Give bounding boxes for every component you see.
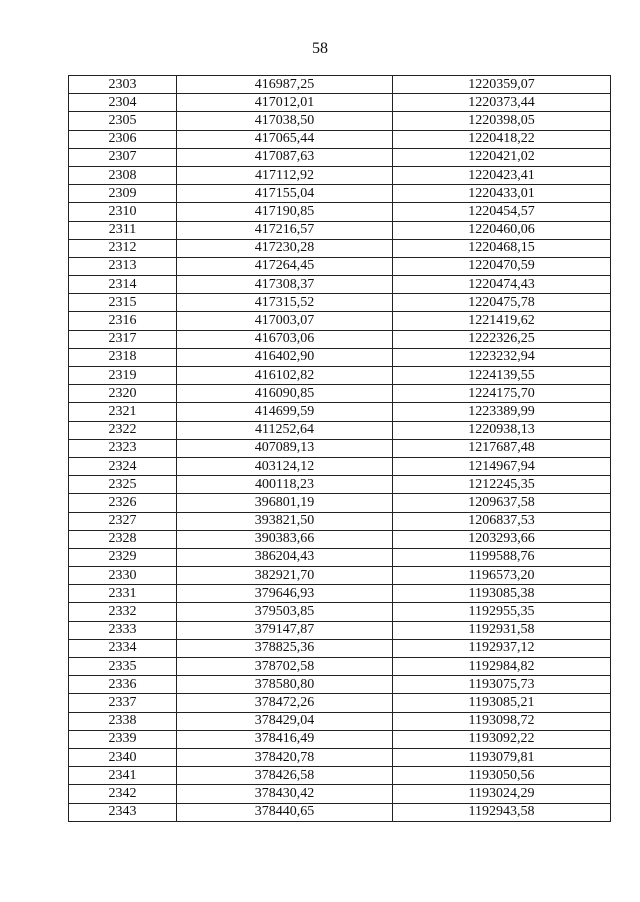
- x-coordinate-cell: 417065,44: [177, 130, 393, 148]
- x-coordinate-cell: 417155,04: [177, 185, 393, 203]
- table-row: [69, 548, 611, 566]
- point-number-cell: 2339: [69, 730, 177, 748]
- point-number-cell: 2318: [69, 348, 177, 366]
- y-coordinate-cell: 1224139,55: [393, 367, 611, 385]
- table-row: [69, 421, 611, 439]
- table-row: [69, 94, 611, 112]
- y-coordinate-cell: 1220423,41: [393, 166, 611, 184]
- coordinates-table-body: [69, 76, 611, 822]
- y-coordinate-cell: 1220460,06: [393, 221, 611, 239]
- x-coordinate-cell: 378702,58: [177, 658, 393, 676]
- y-coordinate-cell: 1217687,48: [393, 439, 611, 457]
- table-row: [69, 348, 611, 366]
- point-number-cell: 2311: [69, 221, 177, 239]
- y-coordinate-cell: 1220398,05: [393, 112, 611, 130]
- y-coordinate-cell: 1193085,21: [393, 694, 611, 712]
- y-coordinate-cell: 1192937,12: [393, 639, 611, 657]
- y-coordinate-cell: 1214967,94: [393, 457, 611, 475]
- y-coordinate-cell: 1223389,99: [393, 403, 611, 421]
- x-coordinate-cell: 414699,59: [177, 403, 393, 421]
- table-row: [69, 294, 611, 312]
- table-row: [69, 767, 611, 785]
- x-coordinate-cell: 400118,23: [177, 476, 393, 494]
- point-number-cell: 2319: [69, 367, 177, 385]
- coordinates-table: [68, 75, 611, 822]
- x-coordinate-cell: 378429,04: [177, 712, 393, 730]
- table-row: [69, 457, 611, 475]
- y-coordinate-cell: 1196573,20: [393, 567, 611, 585]
- y-coordinate-cell: 1193024,29: [393, 785, 611, 803]
- point-number-cell: 2336: [69, 676, 177, 694]
- point-number-cell: 2338: [69, 712, 177, 730]
- x-coordinate-cell: 416402,90: [177, 348, 393, 366]
- table-row: [69, 385, 611, 403]
- x-coordinate-cell: 379147,87: [177, 621, 393, 639]
- y-coordinate-cell: 1192984,82: [393, 658, 611, 676]
- x-coordinate-cell: 417038,50: [177, 112, 393, 130]
- point-number-cell: 2329: [69, 548, 177, 566]
- x-coordinate-cell: 378472,26: [177, 694, 393, 712]
- table-row: [69, 221, 611, 239]
- point-number-cell: 2317: [69, 330, 177, 348]
- y-coordinate-cell: 1193079,81: [393, 748, 611, 766]
- table-row: [69, 712, 611, 730]
- point-number-cell: 2341: [69, 767, 177, 785]
- point-number-cell: 2314: [69, 276, 177, 294]
- point-number-cell: 2334: [69, 639, 177, 657]
- x-coordinate-cell: 378416,49: [177, 730, 393, 748]
- y-coordinate-cell: 1193098,72: [393, 712, 611, 730]
- y-coordinate-cell: 1220470,59: [393, 257, 611, 275]
- table-row: [69, 603, 611, 621]
- y-coordinate-cell: 1220475,78: [393, 294, 611, 312]
- table-row: [69, 730, 611, 748]
- point-number-cell: 2322: [69, 421, 177, 439]
- y-coordinate-cell: 1220418,22: [393, 130, 611, 148]
- point-number-cell: 2312: [69, 239, 177, 257]
- table-row: [69, 439, 611, 457]
- x-coordinate-cell: 382921,70: [177, 567, 393, 585]
- point-number-cell: 2307: [69, 148, 177, 166]
- x-coordinate-cell: 417087,63: [177, 148, 393, 166]
- x-coordinate-cell: 378430,42: [177, 785, 393, 803]
- x-coordinate-cell: 393821,50: [177, 512, 393, 530]
- table-row: [69, 330, 611, 348]
- table-row: [69, 621, 611, 639]
- y-coordinate-cell: 1193092,22: [393, 730, 611, 748]
- point-number-cell: 2321: [69, 403, 177, 421]
- point-number-cell: 2340: [69, 748, 177, 766]
- table-row: [69, 312, 611, 330]
- x-coordinate-cell: 417112,92: [177, 166, 393, 184]
- y-coordinate-cell: 1223232,94: [393, 348, 611, 366]
- table-row: [69, 185, 611, 203]
- point-number-cell: 2332: [69, 603, 177, 621]
- y-coordinate-cell: 1193075,73: [393, 676, 611, 694]
- point-number-cell: 2324: [69, 457, 177, 475]
- x-coordinate-cell: 416987,25: [177, 76, 393, 94]
- y-coordinate-cell: 1192943,58: [393, 803, 611, 821]
- point-number-cell: 2315: [69, 294, 177, 312]
- y-coordinate-cell: 1192955,35: [393, 603, 611, 621]
- x-coordinate-cell: 378440,65: [177, 803, 393, 821]
- table-row: [69, 748, 611, 766]
- point-number-cell: 2333: [69, 621, 177, 639]
- point-number-cell: 2331: [69, 585, 177, 603]
- x-coordinate-cell: 417003,07: [177, 312, 393, 330]
- point-number-cell: 2328: [69, 530, 177, 548]
- x-coordinate-cell: 378825,36: [177, 639, 393, 657]
- x-coordinate-cell: 417315,52: [177, 294, 393, 312]
- x-coordinate-cell: 411252,64: [177, 421, 393, 439]
- point-number-cell: 2310: [69, 203, 177, 221]
- point-number-cell: 2305: [69, 112, 177, 130]
- table-row: [69, 585, 611, 603]
- table-row: [69, 476, 611, 494]
- y-coordinate-cell: 1193085,38: [393, 585, 611, 603]
- y-coordinate-cell: 1192931,58: [393, 621, 611, 639]
- table-row: [69, 803, 611, 821]
- table-row: [69, 658, 611, 676]
- table-row: [69, 112, 611, 130]
- point-number-cell: 2326: [69, 494, 177, 512]
- y-coordinate-cell: 1220433,01: [393, 185, 611, 203]
- table-row: [69, 676, 611, 694]
- y-coordinate-cell: 1221419,62: [393, 312, 611, 330]
- y-coordinate-cell: 1220359,07: [393, 76, 611, 94]
- x-coordinate-cell: 390383,66: [177, 530, 393, 548]
- page-number: 58: [312, 40, 328, 57]
- point-number-cell: 2323: [69, 439, 177, 457]
- y-coordinate-cell: 1224175,70: [393, 385, 611, 403]
- y-coordinate-cell: 1222326,25: [393, 330, 611, 348]
- table-row: [69, 76, 611, 94]
- table-row: [69, 130, 611, 148]
- x-coordinate-cell: 417012,01: [177, 94, 393, 112]
- table-row: [69, 567, 611, 585]
- x-coordinate-cell: 403124,12: [177, 457, 393, 475]
- x-coordinate-cell: 417264,45: [177, 257, 393, 275]
- x-coordinate-cell: 417308,37: [177, 276, 393, 294]
- x-coordinate-cell: 379646,93: [177, 585, 393, 603]
- point-number-cell: 2335: [69, 658, 177, 676]
- y-coordinate-cell: 1212245,35: [393, 476, 611, 494]
- table-row: [69, 403, 611, 421]
- x-coordinate-cell: 416102,82: [177, 367, 393, 385]
- point-number-cell: 2313: [69, 257, 177, 275]
- table-row: [69, 203, 611, 221]
- point-number-cell: 2342: [69, 785, 177, 803]
- x-coordinate-cell: 417230,28: [177, 239, 393, 257]
- point-number-cell: 2330: [69, 567, 177, 585]
- y-coordinate-cell: 1220454,57: [393, 203, 611, 221]
- table-row: [69, 166, 611, 184]
- point-number-cell: 2343: [69, 803, 177, 821]
- point-number-cell: 2327: [69, 512, 177, 530]
- x-coordinate-cell: 386204,43: [177, 548, 393, 566]
- point-number-cell: 2316: [69, 312, 177, 330]
- x-coordinate-cell: 417190,85: [177, 203, 393, 221]
- y-coordinate-cell: 1220421,02: [393, 148, 611, 166]
- point-number-cell: 2303: [69, 76, 177, 94]
- point-number-cell: 2309: [69, 185, 177, 203]
- point-number-cell: 2306: [69, 130, 177, 148]
- table-row: [69, 694, 611, 712]
- point-number-cell: 2308: [69, 166, 177, 184]
- x-coordinate-cell: 378420,78: [177, 748, 393, 766]
- point-number-cell: 2320: [69, 385, 177, 403]
- point-number-cell: 2337: [69, 694, 177, 712]
- x-coordinate-cell: 378426,58: [177, 767, 393, 785]
- point-number-cell: 2304: [69, 94, 177, 112]
- x-coordinate-cell: 416703,06: [177, 330, 393, 348]
- table-row: [69, 239, 611, 257]
- x-coordinate-cell: 378580,80: [177, 676, 393, 694]
- y-coordinate-cell: 1220938,13: [393, 421, 611, 439]
- x-coordinate-cell: 416090,85: [177, 385, 393, 403]
- x-coordinate-cell: 379503,85: [177, 603, 393, 621]
- table-row: [69, 512, 611, 530]
- table-row: [69, 367, 611, 385]
- table-row: [69, 494, 611, 512]
- y-coordinate-cell: 1193050,56: [393, 767, 611, 785]
- table-row: [69, 148, 611, 166]
- table-row: [69, 276, 611, 294]
- y-coordinate-cell: 1220373,44: [393, 94, 611, 112]
- y-coordinate-cell: 1206837,53: [393, 512, 611, 530]
- x-coordinate-cell: 417216,57: [177, 221, 393, 239]
- x-coordinate-cell: 396801,19: [177, 494, 393, 512]
- y-coordinate-cell: 1220474,43: [393, 276, 611, 294]
- x-coordinate-cell: 407089,13: [177, 439, 393, 457]
- y-coordinate-cell: 1209637,58: [393, 494, 611, 512]
- table-row: [69, 530, 611, 548]
- table-row: [69, 785, 611, 803]
- table-row: [69, 257, 611, 275]
- y-coordinate-cell: 1199588,76: [393, 548, 611, 566]
- y-coordinate-cell: 1220468,15: [393, 239, 611, 257]
- table-row: [69, 639, 611, 657]
- y-coordinate-cell: 1203293,66: [393, 530, 611, 548]
- point-number-cell: 2325: [69, 476, 177, 494]
